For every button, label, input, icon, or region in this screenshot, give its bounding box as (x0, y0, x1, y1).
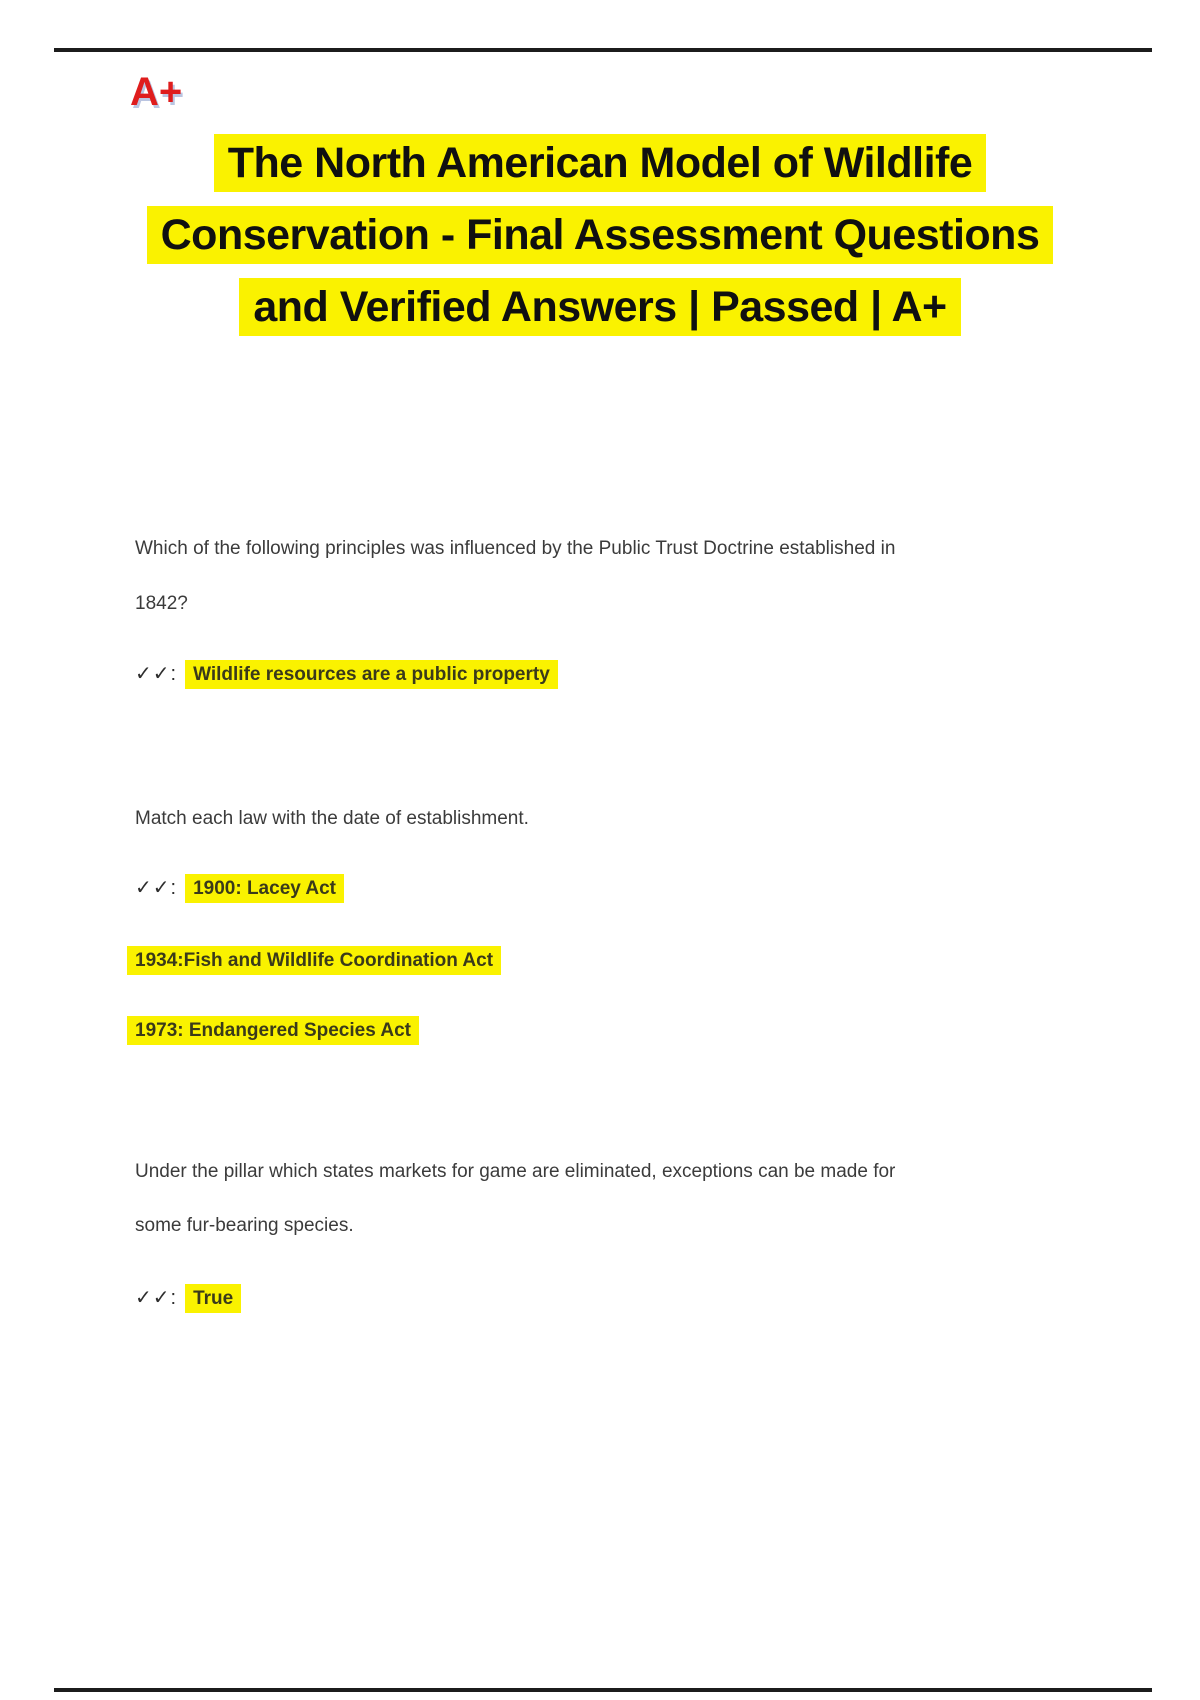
title-line (0, 206, 1200, 264)
answer-highlight: 1900: Lacey Act (185, 874, 344, 903)
answer-highlight: Wildlife resources are a public property (185, 660, 558, 689)
question-line: some fur-bearing species. (135, 1215, 354, 1236)
answer-line (135, 1017, 419, 1045)
answer-line (135, 660, 558, 689)
grade-logo: A+ (130, 70, 183, 114)
answer-highlight: 1934:Fish and Wildlife Coordination Act (127, 946, 501, 975)
answer-checkmarks-icon: ✓✓: (135, 877, 178, 899)
answer-line (135, 1284, 241, 1313)
answer-highlight: 1973: Endangered Species Act (127, 1016, 419, 1045)
answer-checkmarks-icon: ✓✓: (135, 663, 178, 685)
top-divider (54, 48, 1152, 52)
question-line: Match each law with the date of establishment. (135, 808, 529, 829)
question-line: Which of the following principles was influenced by the Public Trust Doctrine established in (135, 538, 896, 559)
answer-line (135, 947, 501, 975)
question-line: Under the pillar which states markets for game are eliminated, exceptions can be made for (135, 1161, 896, 1182)
document-title (0, 134, 1200, 350)
question-line: 1842? (135, 593, 188, 614)
answer-highlight: True (185, 1284, 241, 1313)
answer-checkmarks-icon: ✓✓: (135, 1287, 178, 1309)
title-highlight: and Verified Answers | Passed | A+ (239, 278, 960, 336)
title-line (0, 134, 1200, 192)
title-highlight: Conservation - Final Assessment Questions (147, 206, 1054, 264)
answer-line (135, 874, 344, 903)
bottom-divider (54, 1688, 1152, 1692)
title-highlight: The North American Model of Wildlife (214, 134, 987, 192)
title-line (0, 278, 1200, 336)
